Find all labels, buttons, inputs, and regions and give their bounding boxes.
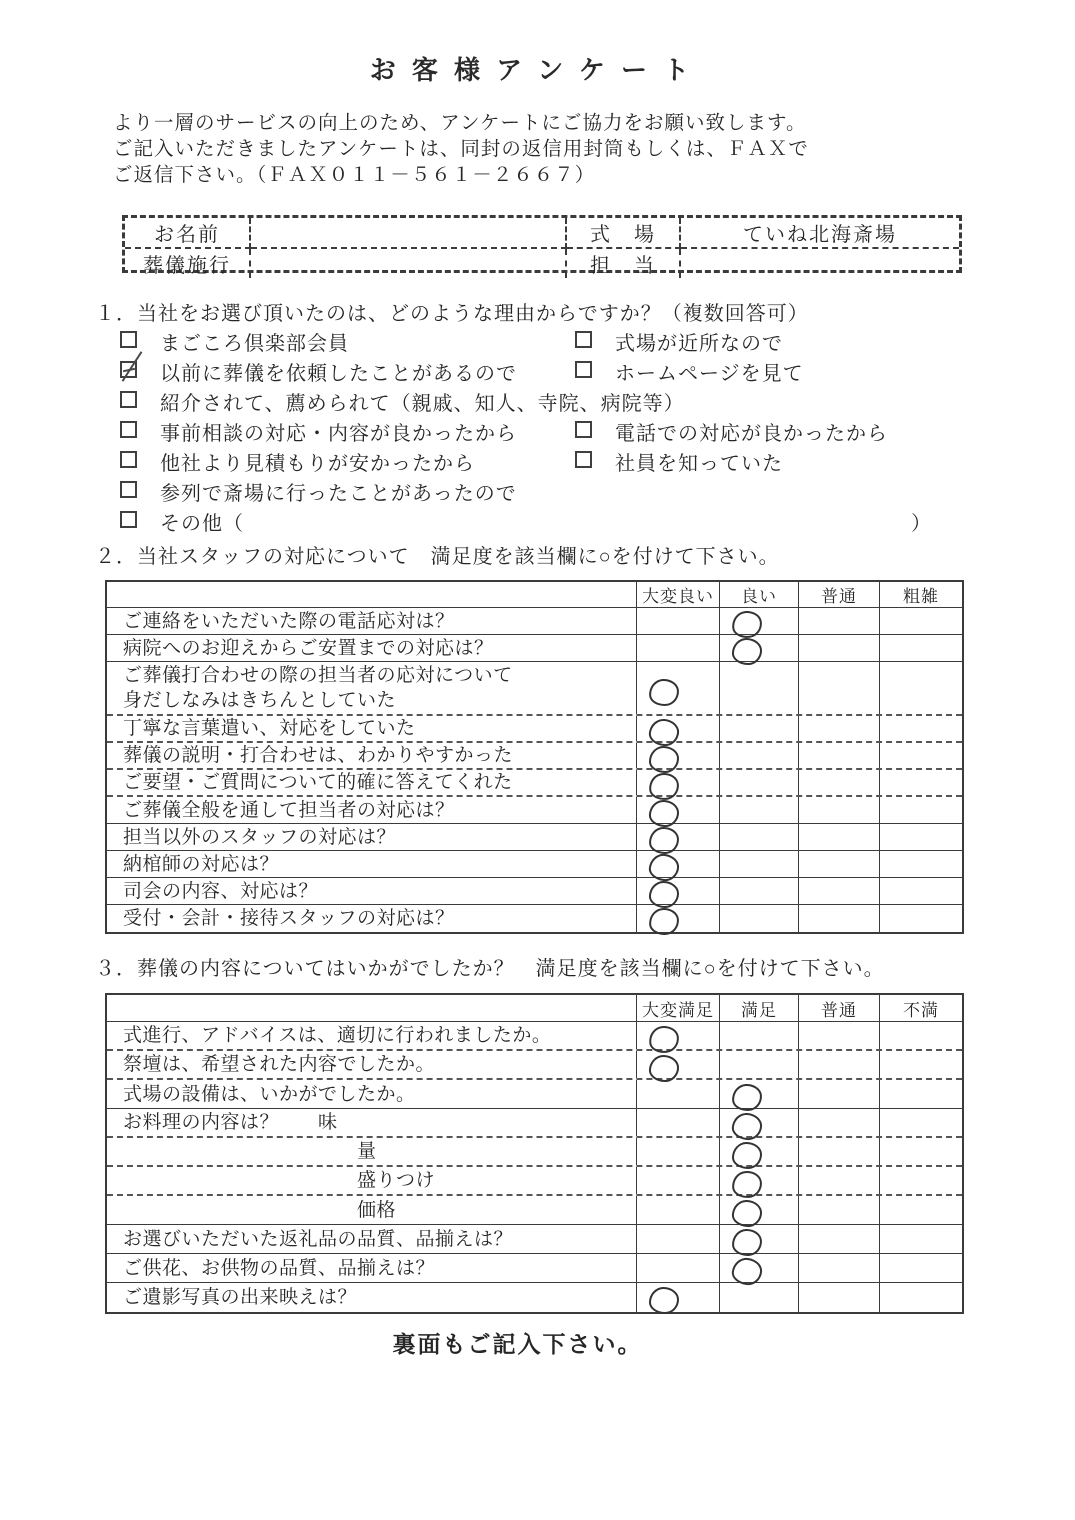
question-cell	[107, 770, 637, 795]
answer-cell[interactable]	[880, 878, 962, 904]
rating-header-spacer	[107, 995, 637, 1021]
question-cell	[107, 905, 637, 932]
option-label: その他（	[160, 513, 244, 535]
answer-cell[interactable]	[637, 1080, 720, 1108]
answer-cell[interactable]	[799, 770, 880, 795]
intro-line: ご記入いただきましたアンケートは、同封の返信用封筒もしくは、ＦＡＸで	[113, 138, 809, 160]
question-cell	[107, 1167, 637, 1194]
answer-cell[interactable]	[637, 743, 720, 768]
name-label: お名前	[125, 218, 251, 249]
answer-cell[interactable]	[799, 905, 880, 932]
answer-cell[interactable]	[799, 1138, 880, 1165]
answer-cell[interactable]	[799, 1109, 880, 1136]
circle-mark	[649, 1287, 679, 1315]
option-label: 社員を知っていた	[615, 453, 783, 475]
answer-cell[interactable]	[720, 743, 799, 768]
circle-mark	[648, 1025, 681, 1055]
intro-line: ご返信下さい。（ＦＡＸ０１１－５６１－２６６７）	[113, 164, 596, 186]
question-cell	[107, 1051, 637, 1078]
question-cell	[107, 1225, 637, 1253]
intro-text	[113, 110, 809, 188]
answer-cell[interactable]	[799, 797, 880, 823]
answer-cell[interactable]	[880, 1225, 962, 1253]
answer-cell[interactable]	[799, 608, 880, 634]
option-label: 参列で斎場に行ったことがあったので	[160, 483, 517, 505]
answer-cell[interactable]	[720, 824, 799, 850]
conduct-value-field[interactable]	[251, 249, 567, 278]
rating-column-header: 普通	[799, 582, 880, 607]
answer-cell[interactable]	[720, 905, 799, 932]
answer-cell[interactable]	[637, 905, 720, 932]
question-label: 病院へのお迎えからご安置までの対応は？	[123, 637, 494, 659]
answer-cell[interactable]	[637, 1022, 720, 1049]
answer-cell[interactable]	[637, 662, 720, 714]
question-cell	[107, 851, 637, 877]
table-row	[107, 824, 962, 851]
answer-cell[interactable]	[880, 1080, 962, 1108]
checkbox[interactable]	[120, 451, 137, 468]
answer-cell[interactable]	[637, 797, 720, 823]
answer-cell[interactable]	[637, 878, 720, 904]
answer-cell[interactable]	[799, 1167, 880, 1194]
answer-cell[interactable]	[799, 1254, 880, 1282]
answer-cell[interactable]	[637, 1138, 720, 1165]
answer-cell[interactable]	[720, 1138, 799, 1165]
answer-cell[interactable]	[637, 716, 720, 741]
table-row	[107, 1254, 962, 1283]
checkbox[interactable]	[575, 331, 592, 348]
answer-cell[interactable]	[880, 1254, 962, 1282]
name-value-field[interactable]	[251, 218, 567, 249]
checkbox[interactable]	[120, 481, 137, 498]
question-cell	[107, 662, 637, 714]
option-row	[105, 386, 965, 416]
answer-cell[interactable]	[637, 608, 720, 634]
answer-cell[interactable]	[880, 1167, 962, 1194]
answer-cell[interactable]	[720, 878, 799, 904]
option-label: 式場が近所なので	[615, 333, 783, 355]
answer-cell[interactable]	[799, 1022, 880, 1049]
checkbox[interactable]	[120, 421, 137, 438]
answer-cell[interactable]	[720, 1109, 799, 1136]
answer-cell[interactable]	[799, 743, 880, 768]
answer-cell[interactable]	[799, 1283, 880, 1312]
question-cell	[107, 1138, 637, 1165]
table-row	[107, 662, 962, 716]
answer-cell[interactable]	[720, 608, 799, 634]
rating-column-header: 満足	[720, 995, 799, 1021]
staff-value-field[interactable]	[681, 249, 959, 278]
question1-heading: １．当社をお選び頂いたのは、どのような理由からですか？（複数回答可）	[95, 303, 809, 325]
question-label: 式場の設備は、いかがでしたか。	[123, 1083, 416, 1105]
question-label: ご要望・ご質問について的確に答えてくれた	[123, 772, 513, 793]
checkbox[interactable]	[120, 511, 137, 528]
table-row	[107, 1109, 962, 1138]
answer-cell[interactable]	[799, 1225, 880, 1253]
question-label: ご供花、お供物の品質、品揃えは？	[123, 1257, 436, 1279]
option-label: 紹介されて、薦められて（親戚、知人、寺院、病院等）	[160, 393, 685, 415]
answer-cell[interactable]	[720, 1196, 799, 1224]
option-row	[105, 506, 965, 536]
footer-note: 裏面もご記入下さい。	[392, 1331, 643, 1357]
table-row	[107, 1138, 962, 1167]
answer-cell[interactable]	[720, 1167, 799, 1194]
rating-column-header: 大変良い	[637, 582, 720, 607]
answer-cell[interactable]	[637, 1283, 720, 1312]
answer-cell[interactable]	[799, 1080, 880, 1108]
question-label: 身だしなみはきちんとしていた	[123, 690, 397, 711]
rating-column-header: 普通	[799, 995, 880, 1021]
question-cell	[107, 878, 637, 904]
answer-cell[interactable]	[720, 1283, 799, 1312]
answer-cell[interactable]	[880, 716, 962, 741]
table-row	[107, 716, 962, 743]
question-label: お料理の内容は？ 味	[123, 1112, 338, 1133]
option-row	[105, 356, 965, 386]
question-label: お選びいただいた返礼品の品質、品揃えは？	[123, 1228, 514, 1250]
table-row	[107, 743, 962, 770]
answer-cell[interactable]	[880, 1022, 962, 1049]
question-label: 丁寧な言葉遣い、対応をしていた	[123, 718, 416, 739]
circle-mark	[731, 1083, 762, 1112]
option-label: ホームページを見て	[615, 363, 804, 385]
circle-mark	[731, 1170, 763, 1200]
checkbox-checked[interactable]	[120, 361, 137, 378]
question-label: 受付・会計・接待スタッフの対応は？	[123, 908, 455, 929]
table-row	[107, 1283, 962, 1312]
table-row	[107, 905, 962, 932]
option-row	[105, 326, 965, 356]
answer-cell[interactable]	[637, 1196, 720, 1224]
answer-cell[interactable]	[880, 770, 962, 795]
answer-cell[interactable]	[720, 851, 799, 877]
question-label: 担当以外のスタッフの対応は？	[123, 826, 397, 848]
answer-cell[interactable]	[880, 1196, 962, 1224]
question-cell	[107, 824, 637, 850]
answer-cell[interactable]	[720, 716, 799, 741]
question-label: ご葬儀打合わせの際の担当者の応対について	[123, 665, 513, 686]
question-cell	[107, 797, 637, 823]
table-row	[107, 878, 962, 905]
circle-mark	[648, 907, 680, 936]
rating-column-header: 大変満足	[637, 995, 720, 1021]
question-cell	[107, 1283, 637, 1312]
answer-cell[interactable]	[880, 608, 962, 634]
question-label: ご葬儀全般を通して担当者の対応は？	[123, 799, 455, 821]
answer-cell[interactable]	[799, 1051, 880, 1078]
option-label: 電話での対応が良かったから	[615, 423, 888, 445]
option-row	[105, 476, 965, 506]
table-row	[107, 851, 962, 878]
answer-cell[interactable]	[720, 662, 799, 714]
checkbox[interactable]	[575, 421, 592, 438]
option-row	[105, 446, 965, 476]
staff-rating-table	[105, 580, 964, 934]
question-cell	[107, 1196, 637, 1224]
venue-label: 式 場	[567, 218, 681, 249]
table-row	[107, 608, 962, 635]
question-label: 祭壇は、希望された内容でしたか。	[123, 1054, 436, 1075]
answer-cell[interactable]	[799, 851, 880, 877]
conduct-label: 葬儀施行	[125, 249, 251, 278]
question-cell	[107, 743, 637, 768]
answer-cell[interactable]	[720, 797, 799, 823]
answer-cell[interactable]	[637, 1051, 720, 1078]
answer-cell[interactable]	[720, 635, 799, 661]
checkbox[interactable]	[120, 391, 137, 408]
header-row	[107, 995, 962, 1022]
answer-cell[interactable]	[880, 905, 962, 932]
answer-cell[interactable]	[637, 824, 720, 850]
table-row	[107, 770, 962, 797]
answer-cell[interactable]	[799, 824, 880, 850]
answer-cell[interactable]	[880, 662, 962, 714]
answer-cell[interactable]	[637, 1167, 720, 1194]
page-title: お客様アンケート	[369, 55, 706, 85]
question-cell	[107, 1022, 637, 1049]
option-label: 他社より見積もりが安かったから	[160, 453, 475, 475]
venue-value: ていね北海斎場	[681, 218, 959, 249]
answer-cell[interactable]	[799, 662, 880, 714]
circle-mark	[731, 1112, 763, 1142]
table-row	[107, 1167, 962, 1196]
answer-cell[interactable]	[880, 1283, 962, 1312]
answer-cell[interactable]	[880, 1109, 962, 1136]
intro-line: より一層のサービスの向上のため、アンケートにご協力をお願い致します。	[113, 112, 807, 134]
option-label: 事前相談の対応・内容が良かったから	[160, 423, 517, 445]
answer-cell[interactable]	[880, 635, 962, 661]
question-cell	[107, 1080, 637, 1108]
answer-cell[interactable]	[637, 770, 720, 795]
answer-cell[interactable]	[880, 851, 962, 877]
question-label: ご連絡をいただいた際の電話応対は？	[123, 610, 455, 632]
answer-cell[interactable]	[637, 635, 720, 661]
answer-cell[interactable]	[880, 1051, 962, 1078]
circle-mark	[731, 1199, 762, 1228]
question-label: 価格	[357, 1199, 397, 1221]
table-row	[107, 1196, 962, 1225]
circle-mark	[732, 1142, 762, 1169]
answer-cell[interactable]	[637, 851, 720, 877]
circle-mark	[649, 746, 679, 773]
info-table	[122, 215, 962, 277]
rating-column-header: 不満	[903, 1000, 939, 1020]
answer-cell[interactable]	[720, 1051, 799, 1078]
answer-cell[interactable]	[880, 824, 962, 850]
question-label: ご遺影写真の出来映えは？	[123, 1287, 358, 1308]
answer-cell[interactable]	[799, 716, 880, 741]
circle-mark	[732, 1228, 763, 1256]
question-cell	[107, 608, 637, 634]
close-paren: ）	[911, 513, 931, 535]
option-label: 以前に葬儀を依頼したことがあるので	[160, 363, 517, 385]
question-label: 盛りつけ	[357, 1170, 436, 1191]
answer-cell[interactable]	[880, 743, 962, 768]
rating-header-spacer	[107, 582, 637, 607]
answer-cell[interactable]	[720, 1022, 799, 1049]
question-label: 葬儀の説明・打合わせは、わかりやすかった	[123, 745, 514, 766]
question-cell	[107, 635, 637, 661]
content-rating-table	[105, 993, 964, 1314]
question-cell	[107, 1254, 637, 1282]
table-row	[107, 1051, 962, 1080]
answer-cell[interactable]	[799, 878, 880, 904]
question-cell	[107, 716, 637, 741]
answer-cell[interactable]	[720, 770, 799, 795]
answer-cell[interactable]	[720, 1225, 799, 1253]
question-label: 納棺師の対応は？	[123, 853, 280, 875]
question-label: 司会の内容、対応は？	[123, 880, 319, 902]
checkbox[interactable]	[575, 451, 592, 468]
question-label: 式進行、アドバイスは、適切に行われましたか。	[123, 1025, 552, 1046]
circle-mark	[648, 678, 679, 707]
answer-cell[interactable]	[799, 635, 880, 661]
table-row	[107, 1022, 962, 1051]
staff-label: 担 当	[567, 249, 681, 278]
rating-column-header: 粗雑	[903, 587, 939, 606]
answer-cell[interactable]	[637, 1109, 720, 1136]
checkbox[interactable]	[575, 361, 592, 378]
question-cell	[107, 1109, 637, 1136]
circle-mark	[731, 1257, 764, 1287]
answer-cell[interactable]	[720, 1080, 799, 1108]
question1-options	[105, 326, 965, 536]
circle-mark	[649, 1054, 680, 1082]
answer-cell[interactable]	[720, 1254, 799, 1282]
table-row	[107, 797, 962, 824]
table-row	[107, 635, 962, 662]
table-row	[107, 1225, 962, 1254]
answer-cell[interactable]	[799, 1196, 880, 1224]
answer-cell[interactable]	[637, 1225, 720, 1253]
question2-heading: ２．当社スタッフの対応について 満足度を該当欄に○を付けて下さい。	[95, 546, 780, 568]
question3-heading: ３．葬儀の内容についてはいかがでしたか？ 満足度を該当欄に○を付けて下さい。	[95, 958, 885, 980]
option-label: まごころ倶楽部会員	[160, 333, 349, 355]
rating-column-header: 良い	[720, 582, 799, 607]
header-row	[107, 582, 962, 608]
question-label: 量	[357, 1141, 377, 1162]
checkbox[interactable]	[120, 331, 137, 348]
answer-cell[interactable]	[880, 797, 962, 823]
answer-cell[interactable]	[880, 1138, 962, 1165]
answer-cell[interactable]	[637, 1254, 720, 1282]
option-row	[105, 416, 965, 446]
check-mark-icon	[122, 351, 143, 381]
table-row	[107, 1080, 962, 1109]
